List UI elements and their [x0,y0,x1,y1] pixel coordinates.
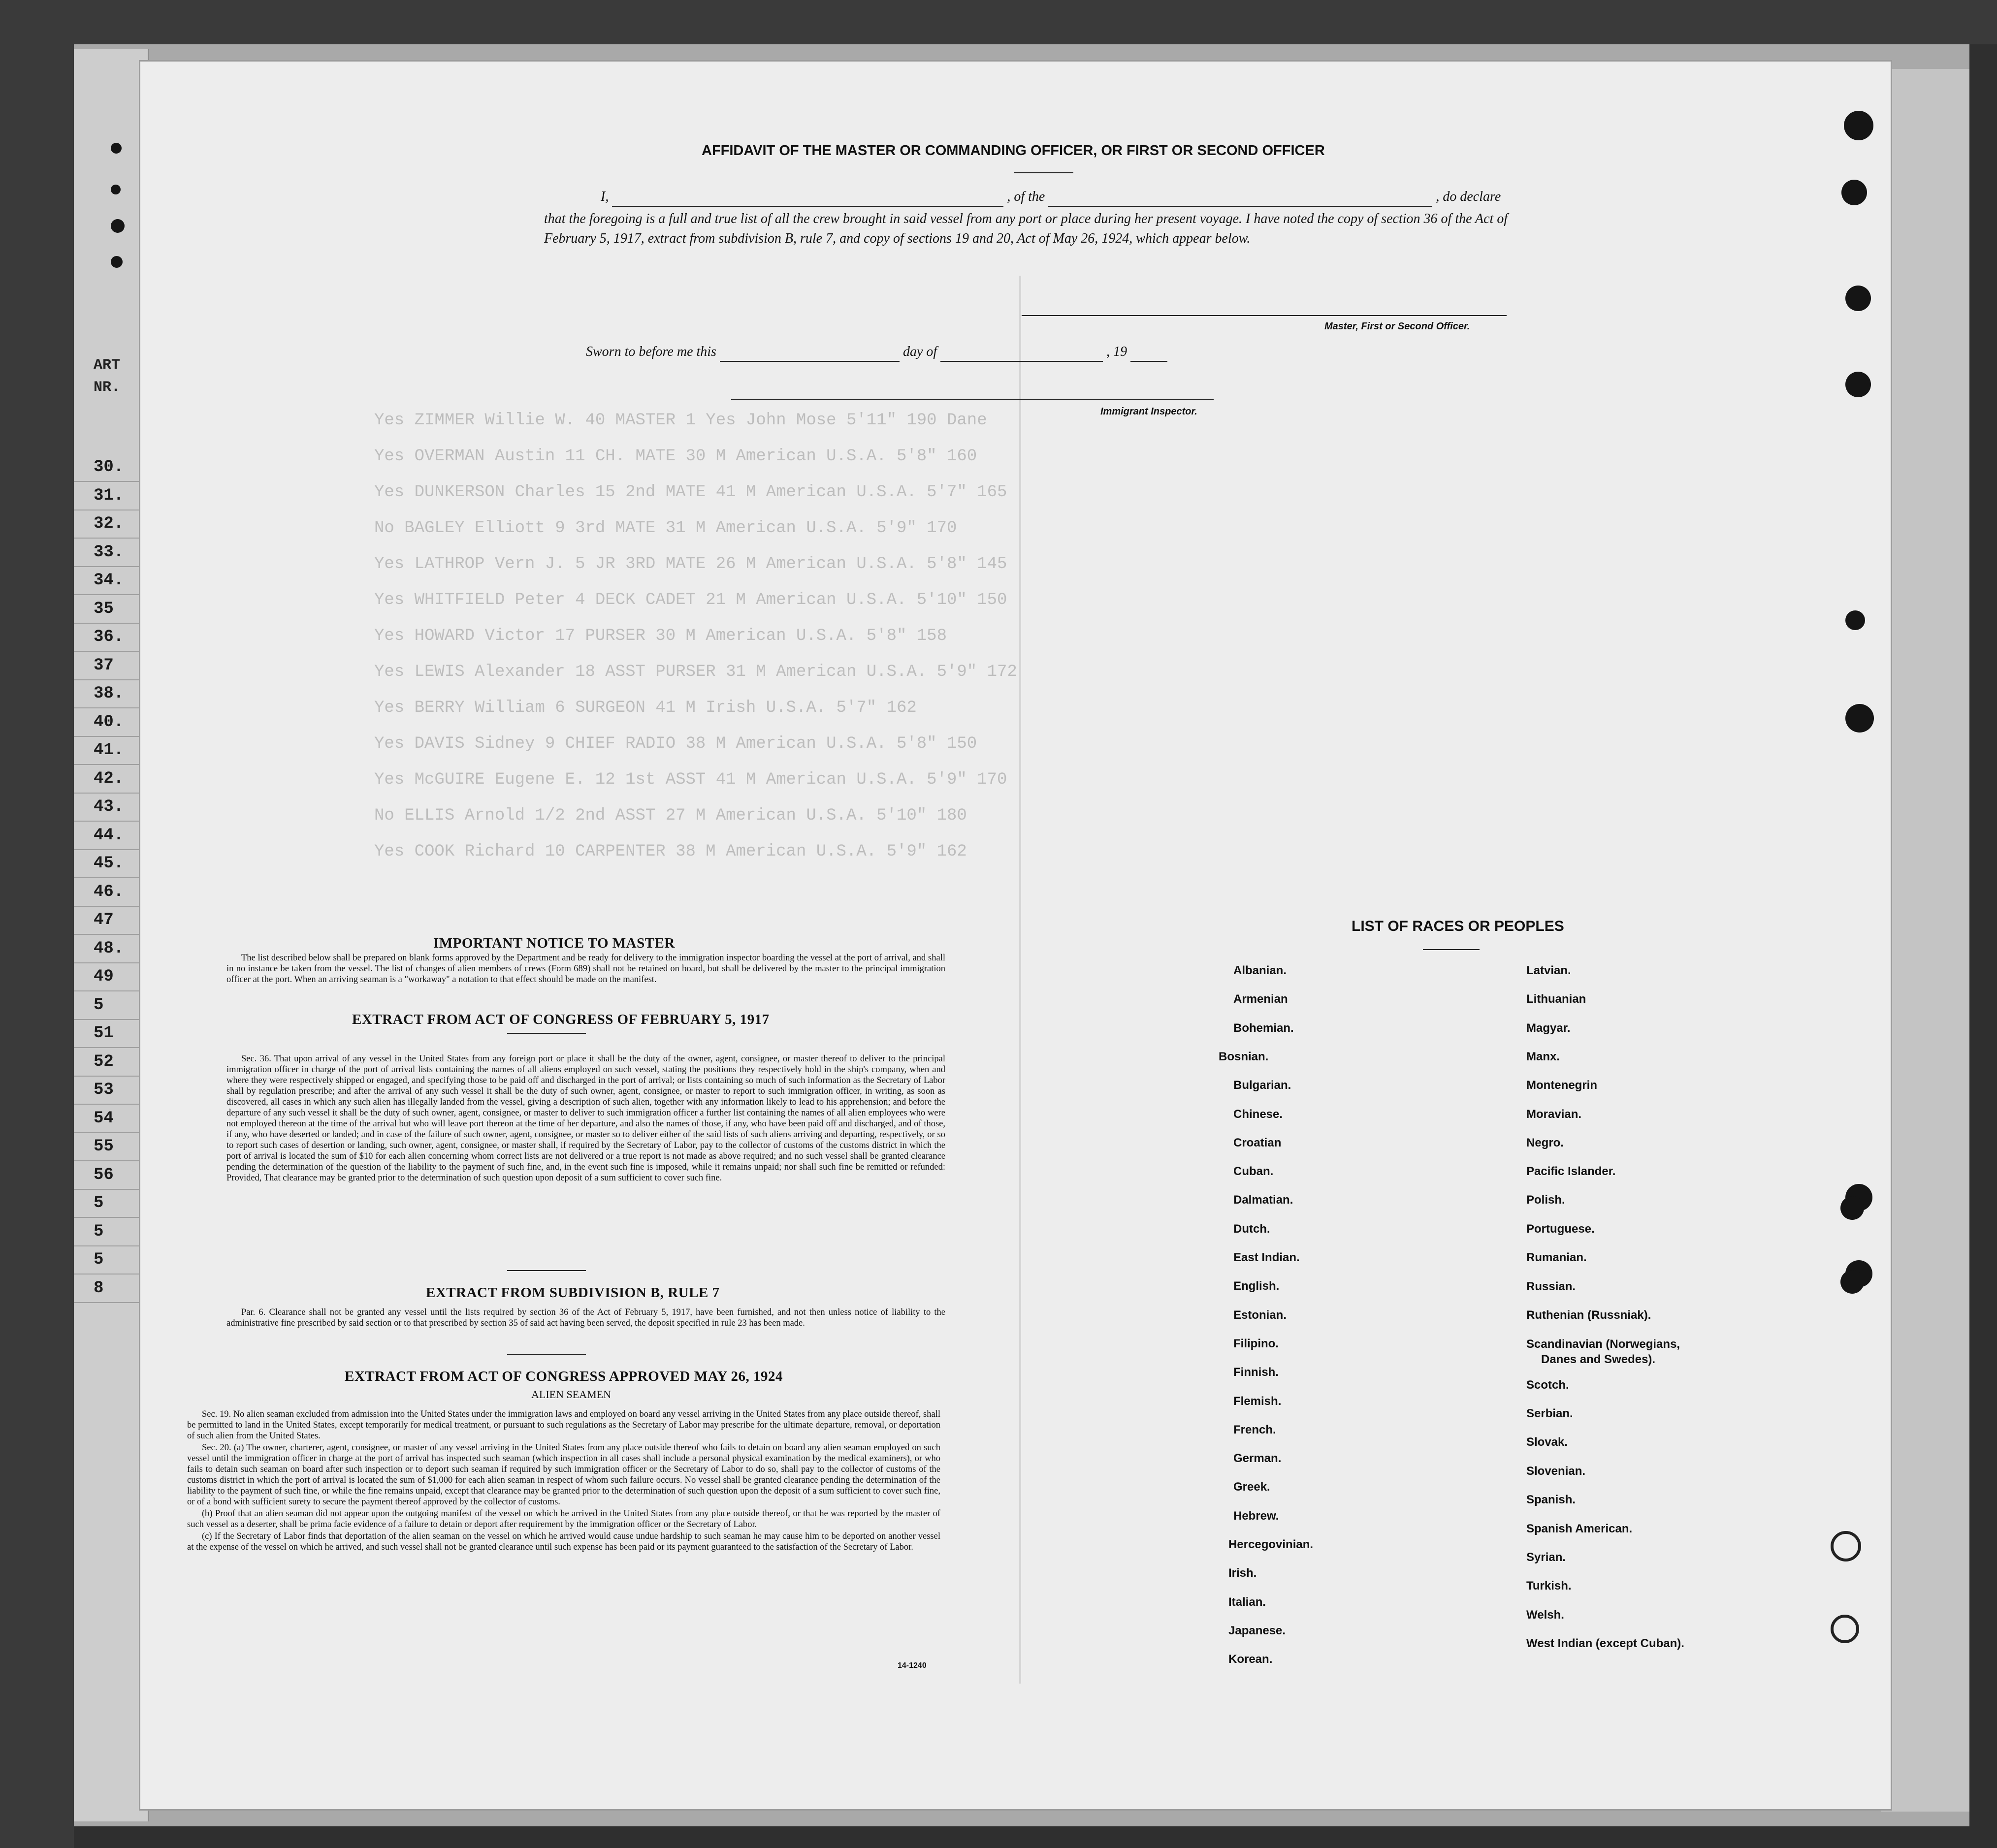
race-item: Lithuanian [1526,992,1586,1006]
art-header-line-1: ART [94,357,121,374]
vessel-blank[interactable] [1048,206,1432,207]
strip-grid-line [74,651,148,652]
sworn-day-blank[interactable] [720,361,900,362]
race-item: Hercegovinian. [1228,1538,1314,1551]
race-item: Croatian [1233,1136,1282,1149]
ghost-row: Yes LATHROP Vern J. 5 JR 3RD MATE 26 M American U.S.A. 5'8" 145 [374,555,1007,574]
sworn-month-blank[interactable] [940,361,1103,362]
strip-grid-line [74,1245,148,1246]
race-item: Finnish. [1233,1366,1279,1379]
title-rule [1014,172,1073,173]
race-item: Moravian. [1526,1108,1582,1121]
day-of-label: day of [902,344,937,359]
strip-grid-line [74,679,148,680]
art-number: 43. [94,797,124,816]
race-item: Slovak. [1526,1435,1568,1449]
strip-grid-line [74,1302,148,1303]
sec-19-paragraph: Sec. 19. No alien seaman excluded from admission into the United States under the immigration laws and employed on board any vessel arriving in the United States from any place outside thereof, shall be permitted to land in the United States, except temporarily for medical treatment, or pursuant to such regulations as the Secretary of Labor may prescribe for the ultimate departure, removal, or deportation of such alien from the United States. [187,1409,940,1441]
art-number: 48. [94,939,124,958]
signature-line[interactable] [1022,315,1507,316]
sworn-line [586,342,1226,362]
art-number: 37 [94,656,114,675]
strip-grid-line [74,1019,148,1020]
art-number: 52 [94,1052,114,1071]
strip-grid-line [74,1132,148,1133]
race-item: Bohemian. [1233,1021,1294,1035]
race-item: Flemish. [1233,1394,1282,1408]
art-number: 35 [94,599,114,618]
art-number-strip [74,49,149,1821]
art-number: 41. [94,741,124,760]
race-item: Albanian. [1233,964,1287,977]
strip-grid-line [74,1160,148,1161]
art-number: 53 [94,1081,114,1099]
strip-grid-line [74,934,148,935]
art-number: 56 [94,1165,114,1184]
race-item: Scandinavian (Norwegians, [1526,1338,1680,1351]
strip-grid-line [74,594,148,595]
art-number: 54 [94,1109,114,1128]
ghost-row: Yes OVERMAN Austin 11 CH. MATE 30 M American U.S.A. 5'8" 160 [374,447,977,466]
art-number: 31. [94,486,124,505]
art-number: 5 [94,995,104,1015]
art-number: 32. [94,514,124,533]
race-item: Estonian. [1233,1308,1287,1322]
race-item: Scotch. [1526,1378,1569,1392]
extract-1924-text [187,1409,940,1554]
binder-hole [1831,1615,1859,1643]
art-number: 45. [94,854,124,873]
binder-hole [1845,610,1865,630]
affidavit-body: that the foregoing is a full and true list of all the crew brought in said vessel from any port or place during her present voyage. I have noted the copy of section 36 of the Act of February 5, 1917, extract from subdivision B, rule 7, and copy of sections 19 and 20, Act of May 26, 1924, which appear below. [544,211,1508,246]
art-number: 33. [94,542,124,562]
ghost-row: Yes McGUIRE Eugene E. 12 1st ASST 41 M American U.S.A. 5'9" 170 [374,770,1007,789]
strip-grid-line [74,538,148,539]
race-item: Slovenian. [1526,1465,1586,1478]
race-item: Magyar. [1526,1021,1571,1035]
extract-1917-title: EXTRACT FROM ACT OF CONGRESS OF FEBRUARY 5, 1917 [352,1012,770,1027]
ghost-row: Yes WHITFIELD Peter 4 DECK CADET 21 M American U.S.A. 5'10" 150 [374,591,1007,609]
ghost-row: Yes HOWARD Victor 17 PURSER 30 M American U.S.A. 5'8" 158 [374,627,947,645]
race-item: Negro. [1526,1136,1564,1149]
race-item: Turkish. [1526,1579,1572,1593]
ghost-row: Yes BERRY William 6 SURGEON 41 M Irish U.S.A. 5'7" 162 [374,699,917,717]
strip-grid-line [74,962,148,963]
race-item: Filipino. [1233,1337,1279,1350]
affidavit-declaration-line [544,187,1519,207]
art-number: 5 [94,1194,104,1212]
art-header-line-2: NR. [94,379,121,396]
race-item: Danes and Swedes). [1541,1353,1656,1366]
strip-grid-line [74,793,148,794]
binder-hole [111,143,122,154]
ghost-row: Yes LEWIS Alexander 18 ASST PURSER 31 M American U.S.A. 5'9" 172 [374,663,1017,681]
race-item: Hebrew. [1233,1509,1279,1523]
notice-title: IMPORTANT NOTICE TO MASTER [433,935,675,951]
rule-7-top-rule [507,1270,586,1271]
extract-1917-rule [507,1033,586,1034]
ghost-row: Yes ZIMMER Willie W. 40 MASTER 1 Yes John Mose 5'11" 190 Dane [374,411,987,430]
inspector-line[interactable] [731,399,1214,400]
race-item: Spanish American. [1526,1522,1633,1535]
race-item: Syrian. [1526,1551,1566,1564]
strip-grid-line [74,877,148,878]
strip-grid-line [74,1047,148,1048]
race-item: Irish. [1228,1566,1257,1580]
race-item: Bosnian. [1219,1050,1269,1063]
notice-paragraph: The list described below shall be prepared on blank forms approved by the Department and be ready for delivery to the immigration inspector boarding the vessel at the port of arrival, and shall in no instance be taken from the vessel. The list of changes of alien members of crews (Form 689) shall not be retained on board, but shall be delivered by the master to the principal immigration officer at the port. When an arriving seaman is a "workaway" a notation to that effect should be made on the manifest. [226,953,945,985]
sec-20b-paragraph: (b) Proof that an alien seaman did not appear upon the outgoing manifest of the vessel on which he arrived in the United States from any place outside thereof, or that he was reported by the master of such vessel as a deserter, shall be prima facie evidence of a failure to detain or deport after requirement by the immigration officer or the Secretary of Labor. [187,1509,940,1529]
scan-border-left [0,0,74,1848]
sworn-year-blank[interactable] [1130,361,1167,362]
race-item: Greek. [1233,1480,1270,1494]
art-number: 55 [94,1137,114,1156]
race-item: French. [1233,1423,1276,1436]
race-item: Polish. [1526,1193,1565,1207]
ghost-row: Yes DAVIS Sidney 9 CHIEF RADIO 38 M American U.S.A. 5'8" 150 [374,734,977,753]
art-number: 46. [94,882,124,901]
race-item: Montenegrin [1526,1079,1597,1092]
sworn-label: Sworn to before me this [586,344,716,359]
extract-rule7-text [226,1307,945,1330]
race-item: Dutch. [1233,1222,1270,1236]
form-number: 14-1240 [898,1661,927,1670]
sec-36-paragraph: Sec. 36. That upon arrival of any vessel in the United States from any foreign port or place it shall be the duty of the owner, agent, consignee, or master thereof to deliver to the principal immigration officer in charge of the port of arrival lists containing the names of all aliens employed on such vessel, stating the positions they respectively hold in the ship's company, when and where they were respectively shipped or engaged, and specifying those to be paid off and discharged in the port of arrival; or lists containing so much of such information as the Secretary of Labor shall by regulation prescribe; and after the arrival of any such vessel it shall be the duty of such owner, agent, consignee, or master to report to such immigration officer, in writing, as soon as discovered, all cases in which any such alien has illegally landed from the vessel, giving a description of such alien, together with any information likely to lead to his apprehension; and before the departure of any such vessel it shall be the duty of such owner, agent, consignee, or master to deliver to such immigration officer a further list containing the names of all alien employees who were not employed thereon at the time of the arrival but who will leave port thereon at the time of her departure, and also the names of those, if any, who have been paid off and discharged, and of those, if any, who have deserted or landed; and in case of the failure of such owner, agent, consignee, or master so to deliver either of the said lists of such aliens arriving and departing, respectively, or so to report such cases of desertion or landing, such owner, agent, consignee, or master shall, if required by the Secretary of Labor, pay to the collector of customs of the customs district in which the port of arrival is located the sum of $10 for each alien concerning whom correct lists are not delivered or a true report is not made as above required; and no such vessel shall be granted clearance pending the determination of the question of the liability to the payment of such fine, and, in the event such fine is imposed, while it remains unpaid; nor shall such fine be remitted or refunded: Provided, That clearance may be granted prior to the determination of such question upon deposit of a sum sufficient to cover such fine. [226,1054,945,1183]
affidavit-title: AFFIDAVIT OF THE MASTER OR COMMANDING OFFICER, OR FIRST OR SECOND OFFICER [702,143,1325,159]
races-rule [1423,949,1480,950]
alien-seamen-subtitle: ALIEN SEAMEN [531,1388,611,1401]
center-fold [1019,276,1021,1684]
ghost-row: No ELLIS Arnold 1/2 2nd ASST 27 M American U.S.A. 5'10" 180 [374,806,967,825]
art-number: 51 [94,1024,114,1043]
race-item: Portuguese. [1526,1222,1595,1236]
race-item: Manx. [1526,1050,1560,1063]
of-the-label: , of the [1007,189,1045,204]
do-declare-label: , do declare [1436,189,1501,204]
art-number: 40. [94,712,124,732]
race-item: Cuban. [1233,1165,1274,1179]
race-item: Korean. [1228,1653,1273,1666]
signature-label: Master, First or Second Officer. [1324,321,1470,332]
sec-20c-paragraph: (c) If the Secretary of Labor finds that deportation of the alien seaman on the vessel on which he arrived would cause undue hardship to such seaman he may cause him to be deported on another vessel at the expense of the vessel on which he arrived, and such vessel shall not be granted clearance until such expense has been paid or its payment guaranteed to the satisfaction of the Secretary of Labor. [187,1531,940,1552]
act-1924-top-rule [507,1354,586,1355]
binder-hole [1840,1196,1864,1220]
sec-20a-paragraph: Sec. 20. (a) The owner, charterer, agent, consignee, or master of any vessel arriving in the United States from any place outside thereof who fails to detain on board any alien seaman employed on such vessel until the immigration officer in charge at the port of arrival has inspected such seaman (which inspection in all cases shall include a personal physical examination by the medical examiners), or who fails to detain such seaman on board after such inspection or to deport such seaman if required by such immigration officer or the Secretary of Labor to do so, shall pay to the collector of customs of the customs district in which the port of arrival is located the sum of $1,000 for each alien seaman in respect of whom such failure occurs. No vessel shall be granted clearance pending the determination of the liability to the payment of such fine, or while the fine remains unpaid, except that clearance may be granted prior to the determination of such question upon the deposit of a sum sufficient to cover such fine, or of a bond with sufficient surety to secure the payment thereof approved by the collector of customs. [187,1443,940,1507]
art-number: 38. [94,684,124,703]
binder-hole [111,185,121,194]
strip-grid-line [74,623,148,624]
race-item: Italian. [1228,1595,1266,1609]
race-item: Serbian. [1526,1407,1573,1420]
i-label: I, [601,189,609,204]
race-item: Dalmatian. [1233,1193,1293,1207]
notice-text [226,953,945,986]
strip-grid-line [74,849,148,850]
strip-grid-line [74,1217,148,1218]
strip-grid-line [74,821,148,822]
race-item: Latvian. [1526,964,1571,977]
strip-grid-line [74,906,148,907]
ghost-row: No BAGLEY Elliott 9 3rd MATE 31 M American U.S.A. 5'9" 170 [374,519,957,538]
race-item: Armenian [1233,992,1288,1006]
name-blank[interactable] [612,206,1003,207]
art-number: 8 [94,1278,104,1298]
race-item: West Indian (except Cuban). [1526,1637,1684,1650]
inspector-label: Immigrant Inspector. [1100,406,1197,417]
race-item: East Indian. [1233,1251,1300,1264]
art-number: 30. [94,458,124,477]
race-item: German. [1233,1452,1282,1466]
par-6-paragraph: Par. 6. Clearance shall not be granted any vessel until the lists required by section 36 of the Act of February 5, 1917, have been furnished, and not then unless notice of liability to the administrative fine prescribed by said section or to that prescribed by section 35 of said act having been served, the deposit specified in rule 23 has been made. [226,1307,945,1328]
strip-grid-line [74,990,148,991]
binder-hole [1831,1531,1861,1561]
strip-grid-line [74,1104,148,1105]
strip-grid-line [74,707,148,708]
art-number: 5 [94,1250,104,1269]
race-item: Ruthenian (Russniak). [1526,1308,1651,1322]
art-number: 47 [94,911,114,929]
art-number: 42. [94,769,124,788]
race-item: Bulgarian. [1233,1079,1291,1092]
strip-grid-line [74,764,148,765]
strip-grid-line [74,566,148,567]
extract-1924-title: EXTRACT FROM ACT OF CONGRESS APPROVED MAY 26, 1924 [345,1369,783,1384]
strip-grid-line [74,1189,148,1190]
strip-grid-line [74,736,148,737]
underlying-page-strip [1881,69,1969,1812]
scan-border-top [0,0,1997,44]
binder-hole [111,256,123,268]
year-label: , 19 [1106,344,1127,359]
binder-hole [1841,180,1867,205]
strip-grid-line [74,481,148,482]
art-number: 49 [94,967,114,986]
art-number: 34. [94,571,124,590]
race-item: Pacific Islander. [1526,1165,1616,1178]
race-item: Spanish. [1526,1493,1576,1506]
binder-hole [1840,1270,1864,1294]
binder-hole [1845,286,1871,311]
race-item: Chinese. [1233,1107,1283,1121]
strip-grid-line [74,1076,148,1077]
race-item: English. [1233,1279,1280,1293]
binder-hole [111,219,125,233]
binder-hole [1845,704,1874,733]
race-item: Russian. [1526,1280,1576,1293]
race-item: Japanese. [1228,1624,1286,1637]
art-number: 36. [94,628,124,646]
ghost-row: Yes DUNKERSON Charles 15 2nd MATE 41 M American U.S.A. 5'7" 165 [374,483,1007,502]
races-title: LIST OF RACES OR PEOPLES [1352,918,1564,934]
binder-hole [1844,111,1873,140]
extract-1917-text [226,1053,945,1184]
race-item: Rumanian. [1526,1251,1587,1264]
extract-rule7-title: EXTRACT FROM SUBDIVISION B, RULE 7 [426,1285,720,1301]
binder-hole [1845,372,1871,397]
art-number: 5 [94,1222,104,1241]
art-number: 44. [94,826,124,845]
ghost-row: Yes COOK Richard 10 CARPENTER 38 M American U.S.A. 5'9" 162 [374,842,967,861]
race-item: Welsh. [1526,1608,1564,1622]
